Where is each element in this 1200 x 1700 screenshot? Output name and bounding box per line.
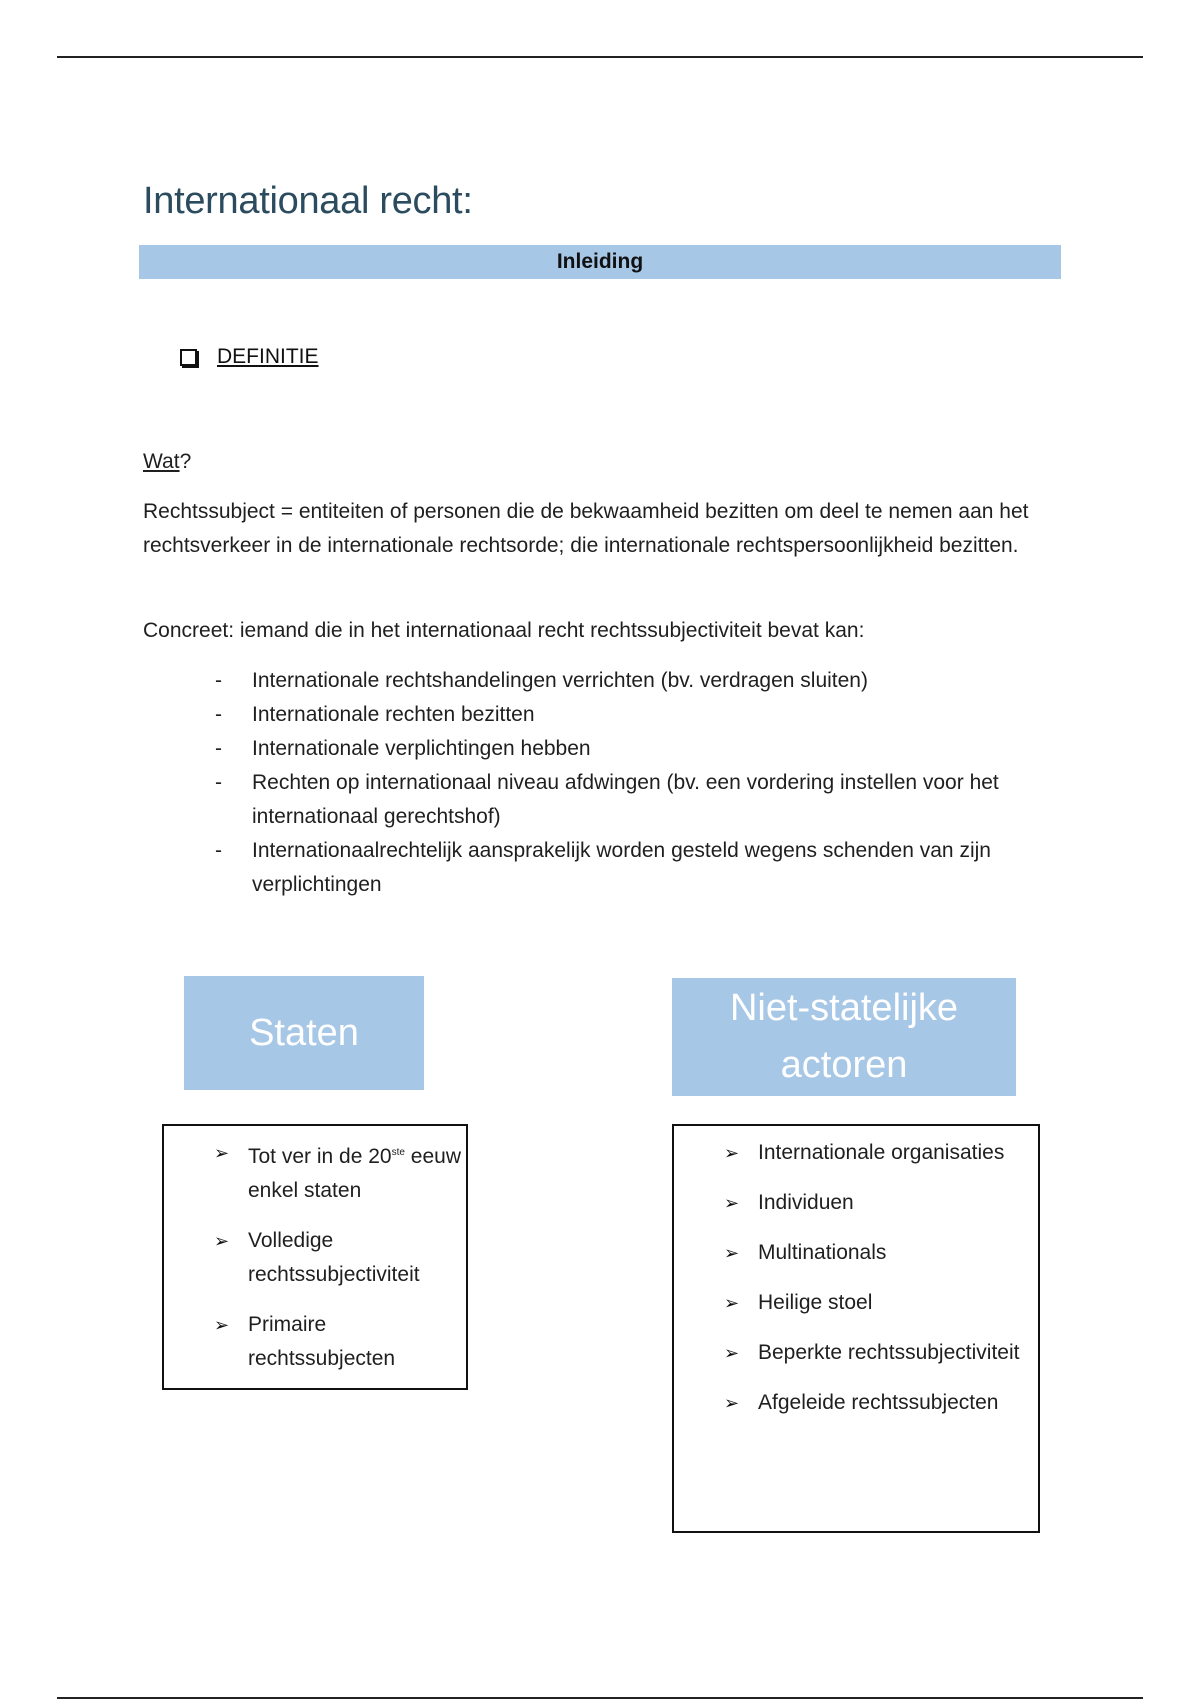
- arrow-bullet-icon: ➢: [214, 1143, 230, 1163]
- wat-question: [143, 445, 191, 479]
- list-item: - Internationale verplichtingen hebben: [215, 732, 1065, 766]
- arrow-bullet-icon: ➢: [724, 1393, 740, 1413]
- staten-header: Staten: [184, 976, 424, 1090]
- staten-item-1-cont: eeuw enkel staten: [248, 1145, 461, 1202]
- staten-item-1-text: Tot ver in de 20: [248, 1145, 392, 1168]
- arrow-bullet-icon: ➢: [724, 1143, 740, 1163]
- niet-statelijke-list: [724, 1136, 1034, 1436]
- wat-label: Wat: [143, 450, 180, 473]
- arrow-bullet-icon: ➢: [214, 1315, 230, 1335]
- checkbox-icon: [180, 349, 197, 366]
- arrow-bullet-icon: ➢: [214, 1231, 230, 1251]
- definition-heading-row: [180, 345, 319, 369]
- list-item: - Internationaalrechtelijk aansprakelijk worden gesteld wegens schenden van zijn verplichtingen: [215, 834, 1065, 902]
- list-item: - Internationale rechtshandelingen verrichten (bv. verdragen sluiten): [215, 664, 1065, 698]
- staten-box: [162, 1124, 468, 1390]
- list-item: [724, 1386, 1034, 1420]
- arrow-bullet-icon: ➢: [724, 1343, 740, 1363]
- capabilities-list: [215, 664, 1065, 902]
- superscript: ste: [391, 1147, 405, 1158]
- actor-item-text: Multinationals: [758, 1241, 887, 1264]
- concreet-paragraph: Concreet: iemand die in het internationaal recht rechtssubjectiviteit bevat kan:: [143, 619, 865, 642]
- list-item: [214, 1136, 464, 1208]
- arrow-bullet-icon: ➢: [724, 1193, 740, 1213]
- section-bar: Inleiding: [139, 245, 1061, 279]
- list-item: [214, 1224, 464, 1292]
- list-item: [724, 1136, 1034, 1170]
- list-item: [724, 1236, 1034, 1270]
- staten-item-text: Primaire rechtssubjecten: [248, 1313, 396, 1370]
- top-rule: [57, 56, 1143, 58]
- staten-list: [214, 1136, 464, 1392]
- staten-item-text: Volledige rechtssubjectiviteit: [248, 1229, 420, 1286]
- actor-item-text: Afgeleide rechtssubjecten: [758, 1391, 999, 1414]
- list-item: [724, 1336, 1034, 1370]
- arrow-bullet-icon: ➢: [724, 1293, 740, 1313]
- list-item: - Internationale rechten bezitten: [215, 698, 1065, 732]
- page-title: Internationaal recht:: [143, 180, 473, 222]
- actor-item-text: Internationale organisaties: [758, 1141, 1005, 1164]
- list-item: [214, 1308, 464, 1376]
- arrow-bullet-icon: ➢: [724, 1243, 740, 1263]
- definition-heading: DEFINITIE: [217, 345, 319, 368]
- niet-statelijke-header: Niet-statelijke actoren: [672, 978, 1016, 1096]
- actor-item-text: Heilige stoel: [758, 1291, 873, 1314]
- niet-statelijke-box: [672, 1124, 1040, 1533]
- wat-mark: ?: [179, 450, 192, 473]
- actor-item-text: Individuen: [758, 1191, 854, 1214]
- list-item: [724, 1186, 1034, 1220]
- list-item: - Rechten op internationaal niveau afdwingen (bv. een vordering instellen voor het internationaal gerechtshof): [215, 766, 1065, 834]
- definition-paragraph: Rechtssubject = entiteiten of personen die de bekwaamheid bezitten om deel te nemen aan het rechtsverkeer in de internationale rechtsorde; die internationale rechtspersoonlijkheid bezitten.: [143, 500, 1029, 557]
- actor-item-text: Beperkte rechtssubjectiviteit: [758, 1341, 1020, 1364]
- bottom-rule: [57, 1697, 1143, 1699]
- list-item: [724, 1286, 1034, 1320]
